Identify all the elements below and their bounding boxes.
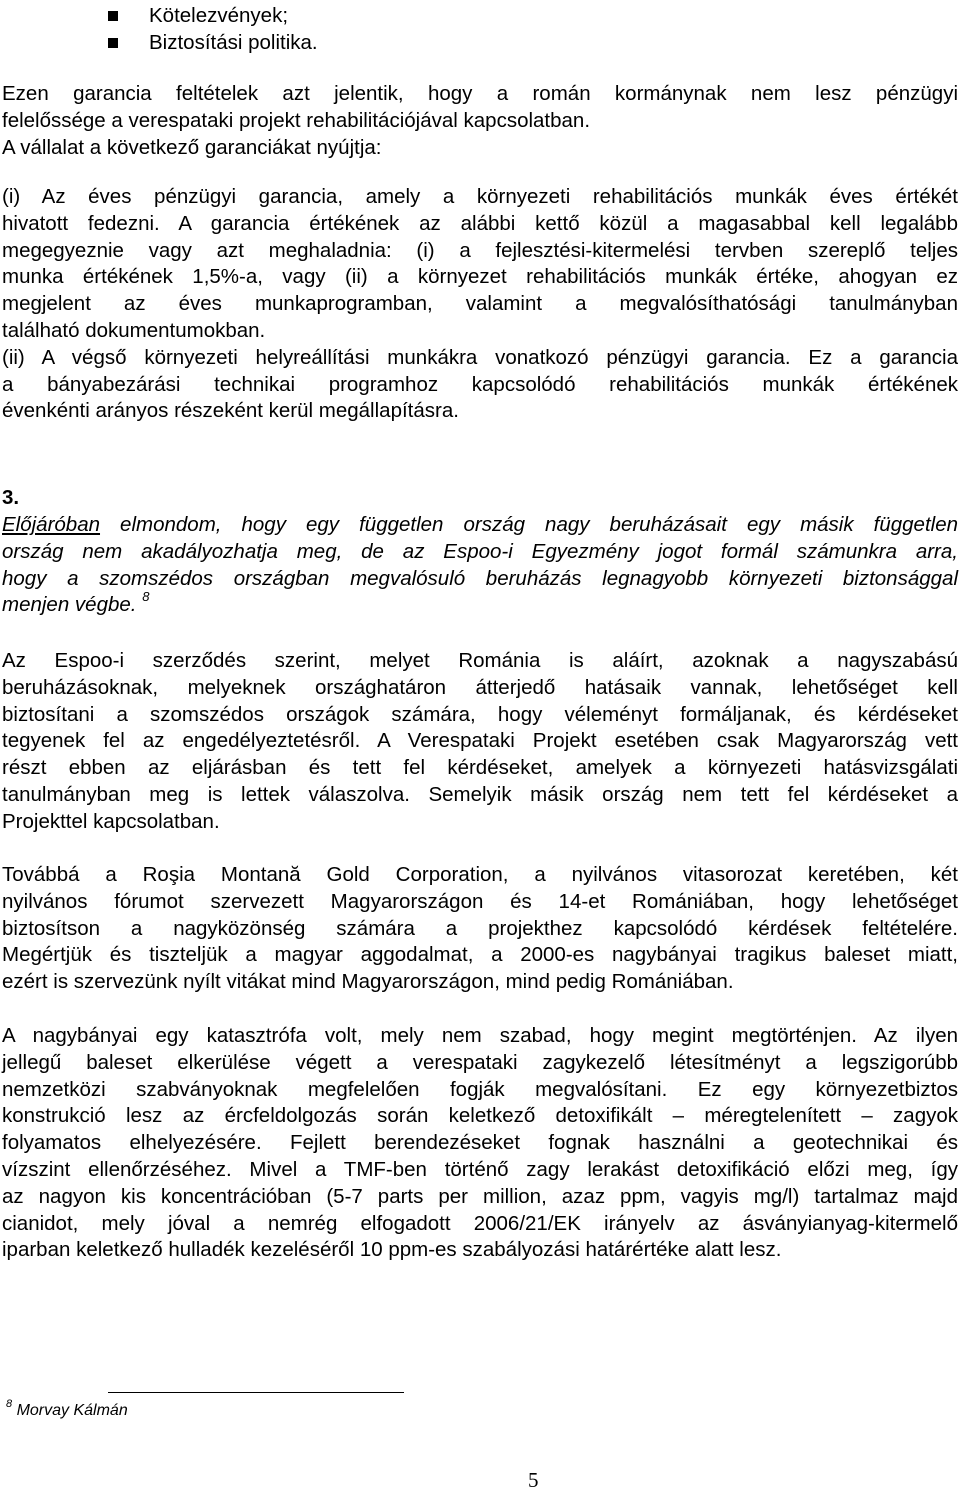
square-bullet-icon bbox=[108, 11, 118, 21]
bullet-item: Kötelezvények; bbox=[104, 2, 318, 29]
paragraph-public-forums: Továbbá a Roşia Montană Gold Corporation, a nyilvános vitasorozat keretében, két nyilvános fórumot szervezett Magyarországon és 14-et Romániában, hogy lehetőséget biztosítson a nagyközönség számára a projekthez kapcsolódó kérdések feltételére. Megértjük és tiszteljük a magyar aggodalmat, a 2000-es nagybányai tragikus baleset miatt, ezért is szervezünk nyílt vitákat mind Magyarországon, mind pedig Romániában. bbox=[2, 863, 958, 994]
question-first-word: Előjáróban bbox=[2, 513, 101, 536]
footnote-separator bbox=[108, 1392, 404, 1393]
footnote-reference: 8 bbox=[142, 589, 150, 605]
paragraph-guarantee-intro: Ezen garancia feltételek azt jelentik, hogy a román kormánynak nem lesz pénzügyi felelőssége a verespataki projekt rehabilitációjával kapcsolatban. A vállalat a következő garanciákat nyújtja: bbox=[2, 82, 958, 159]
question-text: Előjáróban elmondom, hogy egy független ország nagy beruházásait egy másik független ország nem akadályozhatja meg, de az Espoo-i Egyezmény jogot formál számunkra arra, hogy a szomszédos országban megvalósuló beruházás legnagyobb környezeti biztonsággal menjen végbe. $^8$ bbox=[2, 513, 958, 617]
footnote bbox=[6, 1398, 128, 1420]
bullet-item: Biztosítási politika. bbox=[104, 29, 318, 56]
square-bullet-icon bbox=[108, 38, 118, 48]
paragraph-baia-mare: A nagybányai egy katasztrófa volt, mely nem szabad, hogy megint megtörténjen. Az ilyen jellegű baleset elkerülése végett a verespataki zagykezelő létesítményt a legszigorúbb nemzetközi szabványoknak megfelelően fogják megvalósítani. Ez egy környezetbiztos konstrukció lesz az ércfeldolgozás során keletkező detoxifikált – méregtelenített – zagyok folyamatos elhelyezésére. Fejlett berendezéseket fognak használni a geotechnikai és vízszint ellenőrzéséhez. Mivel a TMF-ben történő zagy lerakást detoxifikáció előzi meg, így az nagyon kis koncentrációban (5-7 parts per million, azaz ppm, vagyis mg/l) tartalmaz majd cianidot, mely jóval a nemrég elfogadott 2006/21/EK irányelv az ásványianyag-kitermelő iparban keletkező hulladék kezeléséről 10 ppm-es szabályozási határértéke alatt lesz. bbox=[2, 1024, 958, 1262]
paragraph-espoo: Az Espoo-i szerződés szerint, melyet Románia is aláírt, azoknak a nagyszabású beruházásoknak, melyeknek országhatáron átterjedő hatásaik vannak, lehetőséget kell biztosítani a szomszédos országok számára, hogy véleményt formáljanak, és kérdéseket tegyenek fel az engedélyeztetésről. A Verespataki Projekt esetében csak Magyarország vett részt ebben az eljárásban és tett fel kérdéseket, amelyek a környezeti hatásvizsgálati tanulmányban meg is lettek válaszolva. Semelyik másik ország nem tett fel kérdéseket a Projekttel kapcsolatban. bbox=[2, 649, 958, 833]
bullet-list bbox=[104, 2, 318, 56]
footnote-text: Morvay Kálmán bbox=[16, 1402, 128, 1419]
page-number: 5 bbox=[528, 1468, 539, 1492]
paragraph-guarantee-items: (i) Az éves pénzügyi garancia, amely a környezeti rehabilitációs munkák éves értékét hivatott fedezni. A garancia értékének az alábbi kettő közül a magasabbal kell legalább megegyeznie vagy azt meghaladnia: (i) a fejlesztési-kitermelési tervben szereplő teljes munka értékének 1,5%-a, vagy (ii) a környezet rehabilitációs munkák értéke, ahogyan ez megjelent az éves munkaprogramban, valamint a megvalósíthatósági tanulmányban található dokumentumokban. (ii) A végső környezeti helyreállítási munkákra vonatkozó pénzügyi garancia. Ez a garancia a bányabezárási technikai programhoz kapcsolódó rehabilitációs munkák értékének évenkénti arányos részeként kerül megállapításra. bbox=[2, 185, 958, 423]
section-number: 3. bbox=[2, 486, 20, 509]
footnote-number: 8 bbox=[6, 1398, 13, 1410]
